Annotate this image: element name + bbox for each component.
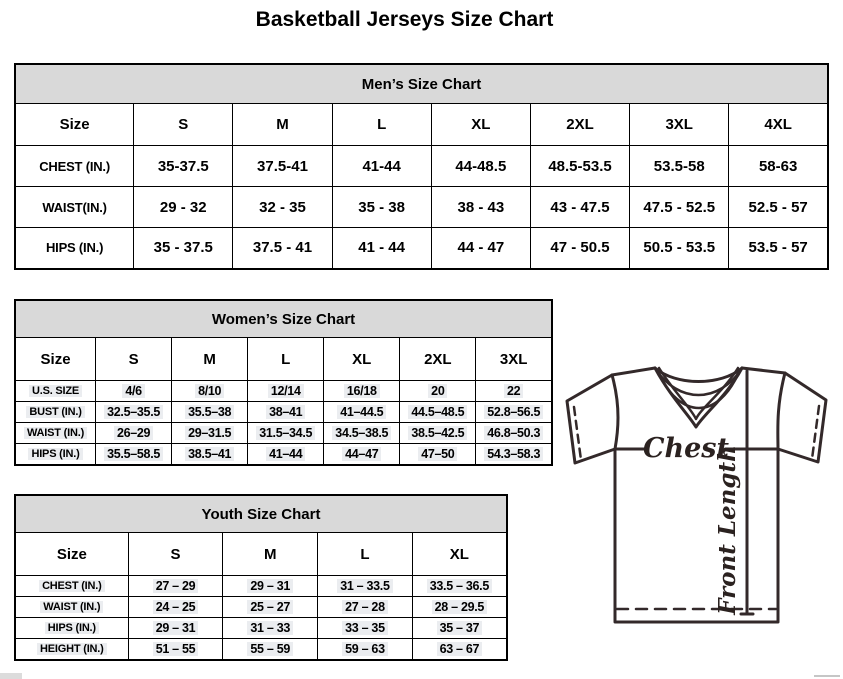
front-length-label: Front Length xyxy=(714,445,741,615)
size-value-cell xyxy=(400,444,476,465)
column-header: 2XL xyxy=(530,104,629,146)
size-value-cell xyxy=(128,597,223,618)
row-label-cell xyxy=(15,381,96,402)
size-value: 32 - 35 xyxy=(259,198,306,216)
size-value-cell xyxy=(172,381,248,402)
row-label-cell xyxy=(15,146,134,187)
column-header: S xyxy=(134,104,233,146)
column-header: Size xyxy=(15,533,128,576)
size-value-cell xyxy=(630,146,729,187)
column-header: M xyxy=(233,104,332,146)
size-value-cell xyxy=(324,444,400,465)
womens-table xyxy=(14,299,553,466)
size-value-cell xyxy=(172,423,248,444)
size-value: 31 – 33.5 xyxy=(337,579,392,593)
row-label: WAIST (IN.) xyxy=(40,601,103,613)
size-value-cell xyxy=(400,423,476,444)
womens-table-title: Women’s Size Chart xyxy=(15,300,552,338)
size-value-cell xyxy=(96,423,172,444)
row-label-cell xyxy=(15,423,96,444)
column-header: L xyxy=(248,338,324,381)
size-value-cell xyxy=(96,402,172,423)
size-value: 55 – 59 xyxy=(247,642,293,656)
size-value: 12/14 xyxy=(268,384,304,398)
size-value-cell xyxy=(431,146,530,187)
size-value-cell xyxy=(318,597,413,618)
table-title-row xyxy=(15,495,507,533)
size-value-cell xyxy=(128,576,223,597)
size-value-cell xyxy=(476,444,552,465)
size-value-cell xyxy=(318,639,413,660)
size-value: 47.5 - 52.5 xyxy=(643,198,716,216)
column-header: L xyxy=(332,104,431,146)
size-value-cell xyxy=(476,423,552,444)
column-header: 4XL xyxy=(729,104,828,146)
row-label: HEIGHT (IN.) xyxy=(37,643,107,655)
table-row xyxy=(15,639,507,660)
size-value-cell xyxy=(223,639,318,660)
mens-table xyxy=(14,63,829,270)
size-value-cell xyxy=(248,423,324,444)
column-header: Size xyxy=(15,338,96,381)
row-label: WAIST (IN.) xyxy=(24,427,87,439)
column-header: S xyxy=(128,533,223,576)
size-value-cell xyxy=(412,618,507,639)
size-value-cell xyxy=(412,576,507,597)
column-header: M xyxy=(172,338,248,381)
size-value: 41-44 xyxy=(362,157,401,175)
column-header: Size xyxy=(15,104,134,146)
size-value-cell xyxy=(248,381,324,402)
size-value: 4/6 xyxy=(122,384,144,398)
table-row xyxy=(15,423,552,444)
size-value: 24 – 25 xyxy=(153,600,199,614)
size-value-cell xyxy=(233,228,332,269)
size-value-cell xyxy=(134,146,233,187)
size-value: 27 – 29 xyxy=(153,579,199,593)
row-label: BUST (IN.) xyxy=(26,406,84,418)
size-value: 46.8–50.3 xyxy=(484,426,543,440)
size-value-cell xyxy=(318,576,413,597)
column-header: XL xyxy=(324,338,400,381)
size-value: 52.5 - 57 xyxy=(748,198,808,216)
size-value: 47 - 50.5 xyxy=(550,239,610,257)
size-value-cell xyxy=(324,381,400,402)
size-value-cell xyxy=(729,146,828,187)
row-label: U.S. SIZE xyxy=(29,385,82,397)
row-label: CHEST (IN.) xyxy=(39,580,105,592)
size-value: 41 - 44 xyxy=(358,239,405,257)
size-value: 38–41 xyxy=(266,405,305,419)
column-header: XL xyxy=(431,104,530,146)
row-label: CHEST (IN.) xyxy=(39,158,110,174)
size-value: 29 – 31 xyxy=(247,579,293,593)
size-value: 53.5-58 xyxy=(653,157,705,175)
size-value-cell xyxy=(128,639,223,660)
table-row xyxy=(15,381,552,402)
size-value: 38 - 43 xyxy=(457,198,505,216)
table-row xyxy=(15,444,552,465)
size-value: 34.5–38.5 xyxy=(332,426,391,440)
size-value: 54.3–58.3 xyxy=(484,447,543,461)
table-row xyxy=(15,228,828,269)
size-value-cell xyxy=(134,187,233,228)
size-value: 32.5–35.5 xyxy=(104,405,163,419)
size-value: 48.5-53.5 xyxy=(548,157,612,175)
jersey-outline xyxy=(567,368,826,622)
size-value-cell xyxy=(431,228,530,269)
table-row xyxy=(15,187,828,228)
size-value: 44.5–48.5 xyxy=(408,405,467,419)
size-value: 52.8–56.5 xyxy=(484,405,543,419)
size-value: 63 – 67 xyxy=(437,642,483,656)
size-value: 47–50 xyxy=(418,447,457,461)
size-value: 29–31.5 xyxy=(185,426,234,440)
size-value: 25 – 27 xyxy=(247,600,293,614)
size-value-cell xyxy=(233,146,332,187)
size-value-cell xyxy=(332,146,431,187)
size-value-cell xyxy=(630,187,729,228)
row-label: HIPS (IN.) xyxy=(45,622,99,634)
youth-table-title: Youth Size Chart xyxy=(15,495,507,533)
size-value: 43 - 47.5 xyxy=(550,198,610,216)
size-value-cell xyxy=(530,228,629,269)
size-value: 44 - 47 xyxy=(457,239,505,257)
size-value-cell xyxy=(412,597,507,618)
size-value: 38.5–42.5 xyxy=(408,426,467,440)
size-value-cell xyxy=(172,402,248,423)
row-label-cell xyxy=(15,639,128,660)
row-label-cell xyxy=(15,228,134,269)
column-header: 3XL xyxy=(476,338,552,381)
size-value-cell xyxy=(128,618,223,639)
size-value: 41–44 xyxy=(266,447,305,461)
front-length-measure-line xyxy=(741,371,753,614)
size-value: 44–47 xyxy=(342,447,381,461)
column-header: 2XL xyxy=(400,338,476,381)
size-value-cell xyxy=(476,402,552,423)
row-label-cell xyxy=(15,187,134,228)
size-value-cell xyxy=(400,381,476,402)
size-value-cell xyxy=(729,187,828,228)
size-value: 33 – 35 xyxy=(342,621,388,635)
size-value-cell xyxy=(134,228,233,269)
row-label: WAIST(IN.) xyxy=(42,199,107,215)
row-label: HIPS (IN.) xyxy=(45,240,104,256)
size-value: 37.5-41 xyxy=(257,157,308,175)
size-value: 16/18 xyxy=(344,384,380,398)
row-label-cell xyxy=(15,597,128,618)
size-value: 35-37.5 xyxy=(157,157,209,175)
size-value-cell xyxy=(223,576,318,597)
page-title: Basketball Jerseys Size Chart xyxy=(255,8,554,31)
size-value: 53.5 - 57 xyxy=(748,239,808,257)
size-value-cell xyxy=(96,444,172,465)
size-value: 8/10 xyxy=(195,384,224,398)
size-value: 59 – 63 xyxy=(342,642,388,656)
size-value: 35 – 37 xyxy=(437,621,483,635)
column-header: 3XL xyxy=(630,104,729,146)
column-header-row xyxy=(15,338,552,381)
column-header-row xyxy=(15,104,828,146)
size-value: 58-63 xyxy=(758,157,798,175)
size-value: 35.5–38 xyxy=(185,405,234,419)
size-value: 33.5 – 36.5 xyxy=(427,579,492,593)
size-value-cell xyxy=(332,228,431,269)
size-value: 37.5 - 41 xyxy=(252,239,313,257)
size-value: 22 xyxy=(504,384,523,398)
armhole-seam-left xyxy=(612,375,618,449)
size-value: 29 - 32 xyxy=(159,198,207,216)
size-value-cell xyxy=(248,444,324,465)
column-header: L xyxy=(318,533,413,576)
chest-label: Chest xyxy=(643,433,729,464)
table-row xyxy=(15,146,828,187)
size-value-cell xyxy=(530,146,629,187)
row-label-cell xyxy=(15,444,96,465)
womens-size-chart xyxy=(14,299,553,466)
size-value-cell xyxy=(324,402,400,423)
column-header: M xyxy=(223,533,318,576)
bottom-right-artifact xyxy=(814,675,840,677)
size-value: 29 – 31 xyxy=(153,621,199,635)
size-value-cell xyxy=(476,381,552,402)
table-row xyxy=(15,402,552,423)
youth-size-chart xyxy=(14,494,508,661)
row-label-cell xyxy=(15,576,128,597)
youth-table xyxy=(14,494,508,661)
size-value: 26–29 xyxy=(114,426,153,440)
table-title-row xyxy=(15,64,828,104)
mens-table-title: Men’s Size Chart xyxy=(15,64,828,104)
table-row xyxy=(15,618,507,639)
armhole-seam-right xyxy=(778,373,785,449)
size-value-cell xyxy=(223,597,318,618)
size-value-cell xyxy=(233,187,332,228)
bottom-left-artifact xyxy=(0,673,22,679)
row-label-cell xyxy=(15,402,96,423)
size-value-cell xyxy=(248,402,324,423)
size-value-cell xyxy=(400,402,476,423)
size-value-cell xyxy=(431,187,530,228)
table-row xyxy=(15,576,507,597)
table-title-row xyxy=(15,300,552,338)
size-value-cell xyxy=(530,187,629,228)
jersey-measurement-diagram xyxy=(558,362,840,628)
size-value-cell xyxy=(96,381,172,402)
size-value-cell xyxy=(332,187,431,228)
size-value: 35 - 38 xyxy=(358,198,405,216)
mens-size-chart xyxy=(14,63,829,270)
size-value: 20 xyxy=(428,384,447,398)
size-value-cell xyxy=(324,423,400,444)
column-header: XL xyxy=(412,533,507,576)
size-value: 35 - 37.5 xyxy=(153,239,213,257)
size-value: 44-48.5 xyxy=(455,157,507,175)
row-label-cell xyxy=(15,618,128,639)
size-value: 28 – 29.5 xyxy=(432,600,487,614)
size-value: 50.5 - 53.5 xyxy=(643,239,716,257)
size-value: 38.5–41 xyxy=(185,447,234,461)
size-value-cell xyxy=(223,618,318,639)
size-value-cell xyxy=(412,639,507,660)
size-value: 51 – 55 xyxy=(153,642,199,656)
size-value: 35.5–58.5 xyxy=(104,447,163,461)
size-value: 27 – 28 xyxy=(342,600,388,614)
row-label: HIPS (IN.) xyxy=(28,448,82,460)
size-value-cell xyxy=(729,228,828,269)
column-header: S xyxy=(96,338,172,381)
table-row xyxy=(15,597,507,618)
size-value-cell xyxy=(318,618,413,639)
size-value-cell xyxy=(630,228,729,269)
column-header-row xyxy=(15,533,507,576)
size-value: 31 – 33 xyxy=(247,621,293,635)
size-value-cell xyxy=(172,444,248,465)
size-value: 31.5–34.5 xyxy=(256,426,315,440)
size-value: 41–44.5 xyxy=(337,405,386,419)
